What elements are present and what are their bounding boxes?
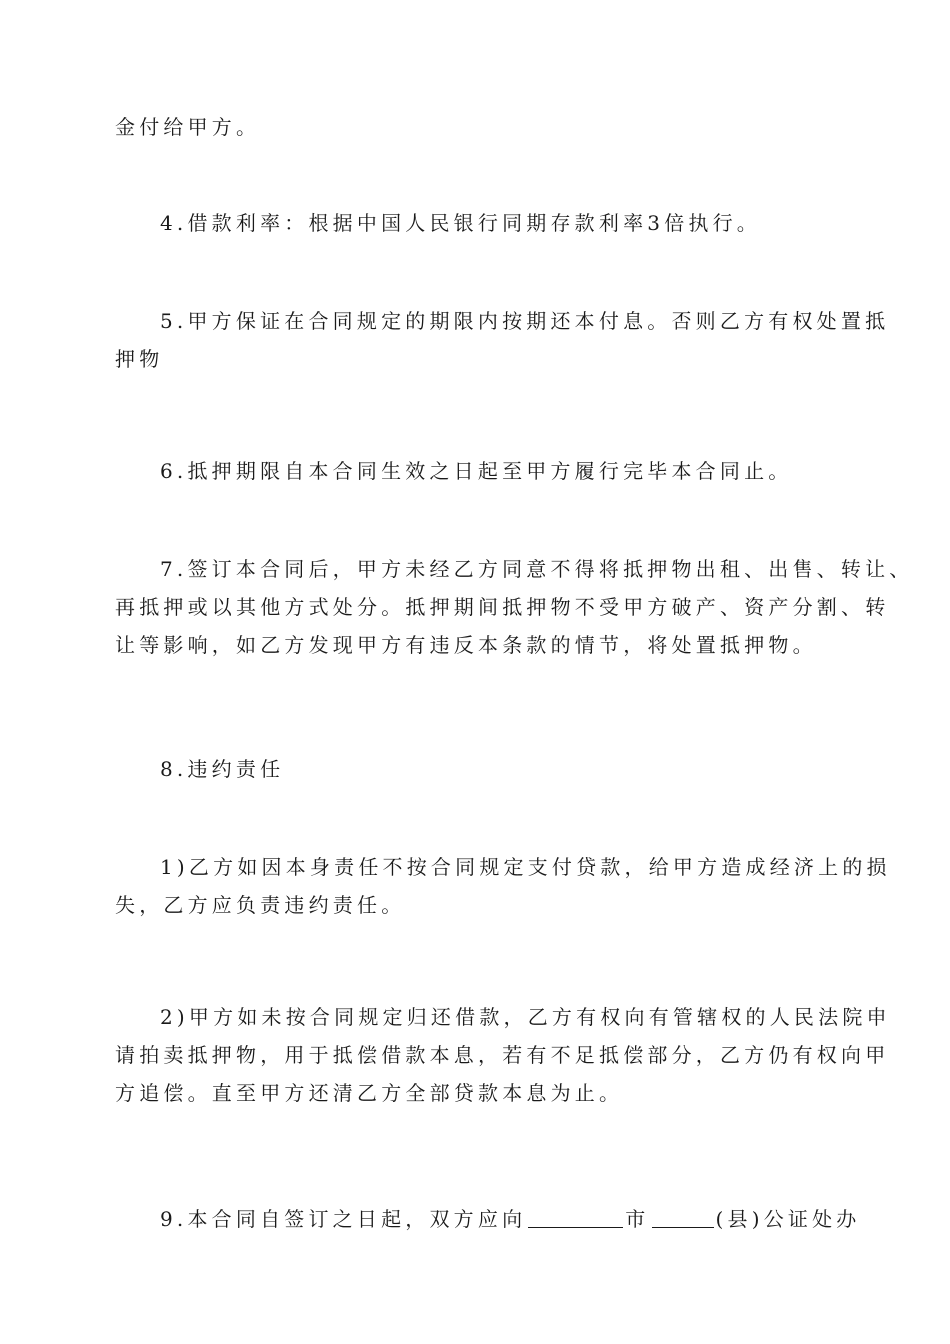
paragraph-clause-4	[115, 204, 840, 242]
text-line: 再抵押或以其他方式处分。抵押期间抵押物不受甲方破产、资产分割、转	[115, 595, 890, 619]
blank-city-field	[528, 1205, 623, 1228]
text-line: 请拍卖抵押物，用于抵偿借款本息，若有不足抵偿部分，乙方仍有权向甲	[115, 1043, 890, 1067]
text-line: 4.借款利率：根据中国人民银行同期存款利率3倍执行。	[160, 211, 762, 235]
paragraph-clause-8-item-1	[115, 848, 891, 924]
clause-9-text-end: (县)公证处办	[715, 1207, 861, 1231]
text-line: 押物	[115, 347, 164, 371]
text-line: 7.签订本合同后，甲方未经乙方同意不得将抵押物出租、出售、转让、	[160, 557, 914, 581]
text-line: 1)乙方如因本身责任不按合同规定支付贷款，给甲方造成经济上的损	[160, 855, 891, 879]
text-line: 2)甲方如未按合同规定归还借款，乙方有权向有管辖权的人民法院申	[160, 1005, 891, 1029]
paragraph-clause-7	[115, 550, 914, 664]
paragraph-clause-6	[115, 452, 840, 490]
text-line: 8.违约责任	[160, 757, 285, 781]
clause-9-city-label: 市	[625, 1207, 650, 1231]
blank-county-field	[652, 1205, 714, 1228]
paragraph-clause-8-heading	[115, 750, 840, 788]
paragraph-continuation	[115, 108, 840, 146]
text-line: 金付给甲方。	[115, 115, 261, 139]
paragraph-clause-5	[115, 302, 890, 378]
paragraph-clause-8-item-2	[115, 998, 891, 1112]
text-line	[115, 1200, 861, 1238]
paragraph-clause-9	[115, 1200, 861, 1238]
text-line: 6.抵押期限自本合同生效之日起至甲方履行完毕本合同止。	[160, 459, 793, 483]
text-line: 5.甲方保证在合同规定的期限内按期还本付息。否则乙方有权处置抵	[160, 309, 890, 333]
text-line: 让等影响，如乙方发现甲方有违反本条款的情节，将处置抵押物。	[115, 633, 817, 657]
clause-9-text-start: 9.本合同自签订之日起，双方应向	[160, 1207, 527, 1231]
text-line: 失，乙方应负责违约责任。	[115, 893, 406, 917]
text-line: 方追偿。直至甲方还清乙方全部贷款本息为止。	[115, 1081, 624, 1105]
